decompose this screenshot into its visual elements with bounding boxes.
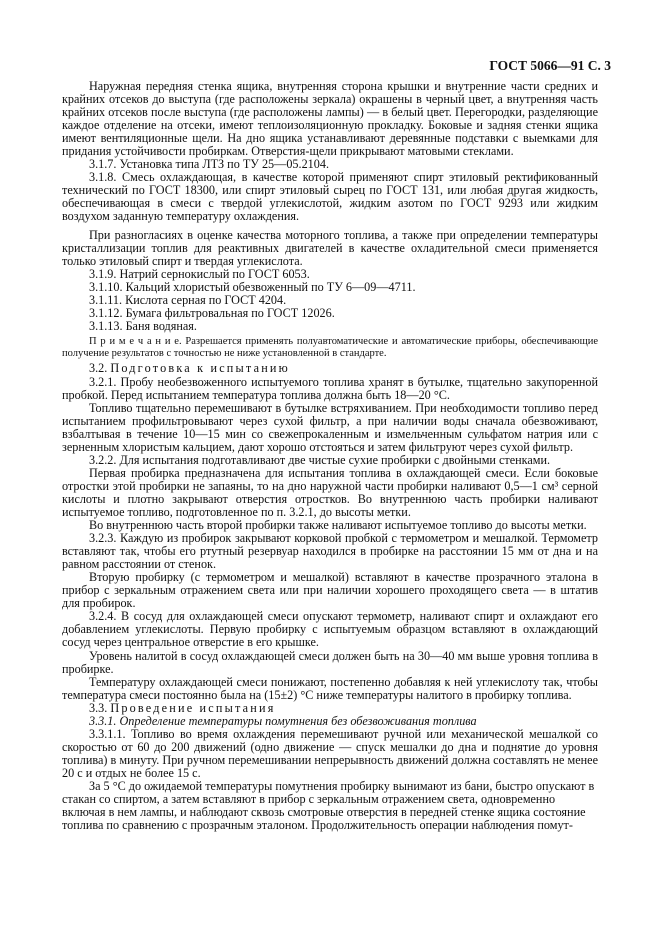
paragraph: 3.1.11. Кислота серная по ГОСТ 4204. xyxy=(89,292,287,307)
section-heading: 3.3. Проведение испытания xyxy=(89,700,276,715)
paragraph: Первая пробирка предназначена для испытания топлива в охлаждающей смеси. Если боковые отростки этой пробирки не запаяны, то на дно наружной части пробирки наливают 0,5—1 см³ серной кислоты и плотно закрывают отверстия отростков. Во внутреннюю часть пробирки наливают испытуемое топливо, подготовленное по п. 3.2.1, до высоты метки. xyxy=(62,465,598,519)
paragraph: Температуру охлаждающей смеси понижают, постепенно добавляя к ней углекислоту так, чтобы температура смеси постоянно была на (15±2) °С ниже температуры налитого в пробирку топлива. xyxy=(62,674,598,702)
paragraph: 3.1.7. Установка типа ЛТЗ по ТУ 25—05.2104. xyxy=(89,157,329,172)
section-heading: 3.2. Подготовка к испытанию xyxy=(89,361,290,376)
paragraph: При разногласиях в оценке качества моторного топлива, а также при определении температуры кристаллизации топлив для реактивных двигателей в качестве охладительной смеси применяется только этиловый спирт и твердая углекислота. xyxy=(62,227,598,268)
document-body xyxy=(62,80,598,832)
paragraph: 3.1.13. Баня водяная. xyxy=(89,318,197,333)
paragraph: Уровень налитой в сосуд охлаждающей смеси должен быть на 30—40 мм выше уровня топлива в пробирке. xyxy=(62,648,598,676)
note: П р и м е ч а н и е. Разрешается применять полуавтоматические и автоматические приборы, обеспечивающие получение результатов с точностью не ниже установленной в стандарте. xyxy=(62,335,598,359)
paragraph: 3.2.1. Пробу необезвоженного испытуемого топлива хранят в бутылке, тщательно закупоренной пробкой. Перед испытанием температура топлива должна быть 18—20 °С. xyxy=(62,374,598,402)
paragraph: 3.2.4. В сосуд для охлаждающей смеси опускают термометр, наливают спирт и охлаждают его добавлением углекислоты. Первую пробирку с испытуемым образцом вставляют в охлаждающий сосуд через центральное отверстие в его крышке. xyxy=(62,609,598,650)
paragraph: 3.1.12. Бумага фильтровальная по ГОСТ 12026. xyxy=(89,305,335,320)
paragraph: 3.2.2. Для испытания подготавливают две чистые сухие пробирки с двойными стенками. xyxy=(89,452,551,467)
paragraph: 3.3.1.1. Топливо во время охлаждения перемешивают ручной или механической мешалкой со скоростью от 60 до 200 движений (одно движение — спуск мешалки до дна и поднятие до уровня топлива) в минуту. При ручном перемешивании непрерывность движений должна составлять не менее 20 с и отдых не более 15 с. xyxy=(62,726,598,780)
paragraph: Вторую пробирку (с термометром и мешалкой) вставляют в качестве прозрачного эталона в прибор с зеркальным отражением света или при наличии хорошего проходящего света — в штатив для пробирок. xyxy=(62,570,598,611)
paragraph: За 5 °С до ожидаемой температуры помутнения пробирку вынимают из бани, быстро опускают в стакан со спиртом, а затем вставляют в прибор с зеркальным отражением света, одновременно включая в нем лампы, и наблюдают сквозь смотровые отверстия в передней стенке ящика состояние топлива по сравнению с прозрачным эталоном. Продолжительность операции наблюдения помут- xyxy=(62,778,595,833)
paragraph: Топливо тщательно перемешивают в бутылке встряхиванием. При необходимости топливо перед испытанием профильтровывают через сухой фильтр, а при наличии воды сначала обезвоживают, взбалтывая в течение 10—15 мин со свежепрокаленным и измельченным сульфатом натрия или с зерненным хлористым кальцием, дают хорошо отстояться и затем фильтруют через сухой фильтр. xyxy=(62,400,598,454)
page-header: ГОСТ 5066—91 С. 3 xyxy=(489,58,611,73)
paragraph: Наружная передняя стенка ящика, внутренняя сторона крышки и внутренние части средних и крайних отсеков до выступа (где расположены зеркала) окрашены в черный цвет, а внутренняя часть крайних отсеков после выступа (где расположены лампы) — в белый цвет. Перегородки, разделяющие каждое отделение на отсеки, имеют теплоизоляционную прокладку. Боковые и задняя стенки ящика имеют вентиляционные щели. На дно ящика устанавливают деревянные подставки с выемками для придания устойчивости пробиркам. Отверстия-щели прикрывают матовыми стеклами. xyxy=(62,79,598,159)
paragraph: Во внутреннюю часть второй пробирки также наливают испытуемое топливо до высоты метки. xyxy=(89,518,587,533)
paragraph: 3.2.3. Каждую из пробирок закрывают корковой пробкой с термометром и мешалкой. Термометр вставляют так, чтобы его ртутный резервуар находился в пробирке на расстоянии 15 мм от дна и на равном расстоянии от стенок. xyxy=(62,531,598,572)
paragraph: 3.1.10. Кальций хлористый обезвоженный по ТУ 6—09—4711. xyxy=(89,279,416,294)
paragraph: 3.1.8. Смесь охлаждающая, в качестве которой применяют спирт этиловый ректификованный технический по ГОСТ 18300, или спирт этиловый сырец по ГОСТ 131, или любая другая жидкость, обеспечивающая в смеси с твердой углекислотой, жидким азотом по ГОСТ 9293 или жидким воздухом заданную температуру охлаждения. xyxy=(62,170,598,224)
subsection-title: 3.3.1. Определение температуры помутнения без обезвоживания топлива xyxy=(89,713,477,728)
paragraph: 3.1.9. Натрий сернокислый по ГОСТ 6053. xyxy=(89,266,310,281)
